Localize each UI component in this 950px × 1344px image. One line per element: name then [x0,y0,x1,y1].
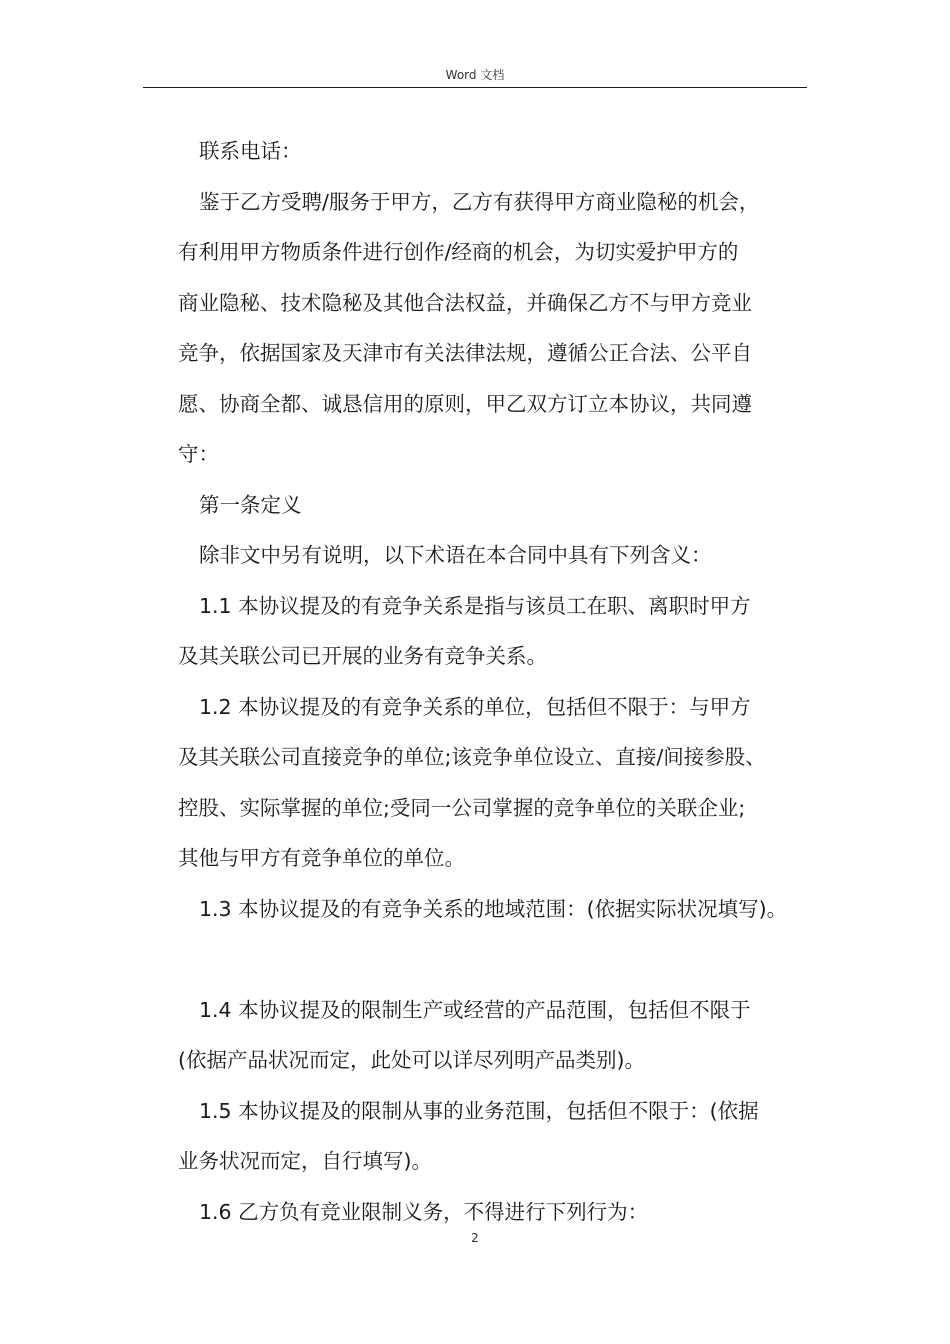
paragraph-line: 及其关联公司直接竞争的单位;该竞争单位设立、直接/间接参股、 [178,745,766,769]
header-divider [143,87,807,88]
paragraph-line: 业务状况而定，自行填写)。 [178,1149,432,1173]
clause-1-4: 1.4 本协议提及的限制生产或经营的产品范围，包括但不限于 [199,997,751,1022]
paragraph-line: 商业隐秘、技术隐秘及其他合法权益，并确保乙方不与甲方竞业 [178,290,752,315]
clause-1-1: 1.1 本协议提及的有竞争关系是指与该员工在职、离职时甲方 [199,593,751,618]
clause-1-5: 1.5 本协议提及的限制从事的业务范围，包括但不限于：(依据 [199,1098,759,1123]
article-heading: 第一条定义 [199,492,302,517]
paragraph-line: 除非文中另有说明，以下术语在本合同中具有下列含义： [199,543,712,567]
clause-1-6: 1.6 乙方负有竞业限制义务，不得进行下列行为： [199,1199,649,1224]
paragraph-line: 控股、实际掌握的单位;受同一公司掌握的竞争单位的关联企业; [178,795,746,820]
blank-line [178,934,818,985]
clause-1-3: 1.3 本协议提及的有竞争关系的地域范围：(依据实际状况填写)。 [199,896,788,921]
page-number: 2 [471,1231,479,1245]
paragraph-line: 及其关联公司已开展的业务有竞争关系。 [178,644,547,668]
paragraph-line: 竞争，依据国家及天津市有关法律法规，遵循公正合法、公平自 [178,341,752,365]
paragraph-line: 守： [178,442,219,466]
clause-1-2: 1.2 本协议提及的有竞争关系的单位，包括但不限于：与甲方 [199,694,751,719]
document-body [178,126,818,1237]
page-header: Word 文档 [445,68,505,82]
paragraph-line: 鉴于乙方受聘/服务于甲方，乙方有获得甲方商业隐秘的机会， [199,189,760,214]
paragraph-line: (依据产品状况而定，此处可以详尽列明产品类别)。 [178,1048,645,1072]
paragraph-line: 有利用甲方物质条件进行创作/经商的机会，为切实爱护甲方的 [178,240,739,264]
paragraph-line: 愿、协商全都、诚恳信用的原则，甲乙双方订立本协议，共同遵 [178,391,752,416]
paragraph-line: 其他与甲方有竞争单位的单位。 [178,846,465,870]
contact-phone-line: 联系电话： [199,139,302,163]
